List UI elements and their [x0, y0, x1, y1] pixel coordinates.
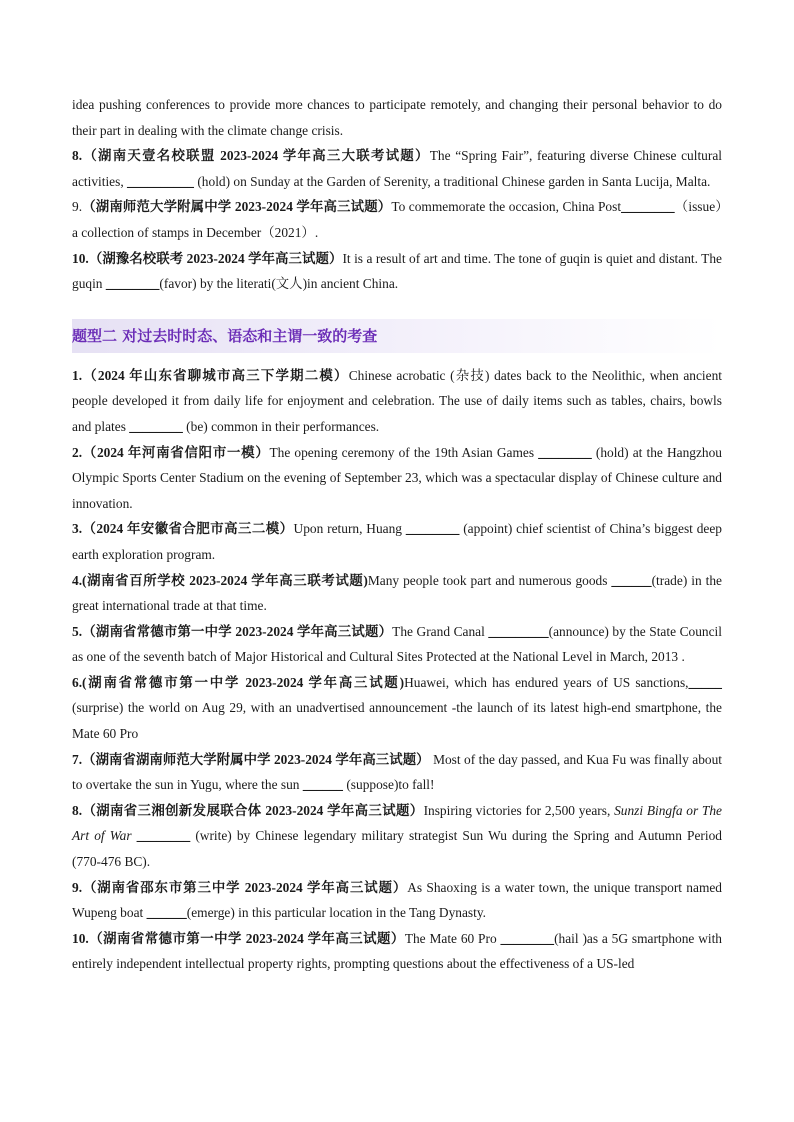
question-text-rest: (appoint) chief scientist of China’s biggest deep earth exploration program.: [72, 521, 722, 562]
document-page: [72, 92, 722, 977]
question-text: Many people took part and numerous goods: [367, 572, 612, 588]
question-item: [72, 875, 722, 926]
answer-blank[interactable]: ______: [146, 905, 187, 921]
question-source: （湖南省湖南师范大学附属中学 2023-2024 学年高三试题）: [82, 751, 430, 767]
question-text-rest: (hold) on Sunday at the Garden of Serenity, a traditional Chinese garden in Santa Lucija, Malta.: [194, 173, 711, 189]
question-source: （湖南天壹名校联盟 2023-2024 学年高三大联考试题）: [82, 148, 430, 164]
question-number: 6.: [72, 674, 83, 690]
question-item: [72, 516, 722, 567]
question-italic-title: Sunzi Bingfa or The Art of War: [72, 802, 722, 844]
question-number: 3.: [72, 521, 83, 537]
question-number: 7.: [72, 751, 83, 767]
answer-blank[interactable]: _____: [688, 674, 722, 690]
question-item: [72, 926, 722, 977]
question-text: The “Spring Fair”, featuring diverse Chinese cultural activities,: [72, 148, 722, 189]
question-source: （2024 年山东省聊城市高三下学期二模）: [82, 367, 349, 383]
question-text: The Grand Canal: [392, 623, 489, 639]
question-text: As Shaoxing is a water town, the unique transport named Wupeng boat: [72, 879, 722, 921]
question-text: To commemorate the occasion, China Post: [391, 199, 622, 215]
question-number: 8.: [72, 802, 83, 818]
question-text-rest: (favor) by the literati(文人)in ancient China.: [159, 276, 399, 292]
question-number: 9.: [72, 879, 83, 895]
question-item: [72, 747, 722, 798]
answer-blank[interactable]: ________: [405, 521, 460, 537]
question-item: [72, 798, 722, 875]
question-source: （湖南省常德市第一中学 2023-2024 学年高三试题）: [82, 623, 393, 639]
question-text: Inspiring victories for 2,500 years,: [423, 802, 615, 818]
paragraph-continued: idea pushing conferences to provide more chances to participate remotely, and changing their personal behavior to do their part in dealing with the climate change crisis.: [72, 97, 722, 138]
question-item: [72, 440, 722, 517]
question-number: 1.: [72, 367, 83, 383]
answer-blank[interactable]: ________: [538, 444, 592, 460]
answer-blank[interactable]: _________: [488, 623, 549, 639]
question-number: 8.: [72, 148, 83, 164]
question-item: [72, 363, 722, 440]
question-text: Most of the day passed, and Kua Fu was finally about to overtake the sun in Yugu, where the sun: [72, 751, 722, 793]
answer-blank[interactable]: ______: [302, 777, 343, 793]
question-top-8: [72, 143, 722, 194]
question-source: （湖南省常德市第一中学 2023-2024 学年高三试题）: [88, 930, 405, 946]
answer-blank[interactable]: ________: [136, 828, 191, 844]
question-source: （2024 年河南省信阳市一模）: [82, 444, 270, 460]
question-list: [72, 363, 722, 977]
section-title: 题型二 对过去时时态、语态和主谓一致的考查: [72, 326, 378, 345]
question-text: Chinese acrobatic (杂技) dates back to the Neolithic, when ancient people developed it from daily life for enjoyment and celebration. The use of daily items such as tables, chairs, bowls and plates: [72, 367, 722, 434]
question-text: The Mate 60 Pro: [404, 930, 501, 946]
answer-blank[interactable]: ________: [129, 418, 183, 434]
question-number: 5.: [72, 623, 83, 639]
answer-blank[interactable]: __________: [127, 173, 194, 189]
answer-blank[interactable]: ______: [611, 572, 652, 588]
answer-blank[interactable]: ________: [105, 276, 160, 292]
question-item: [72, 568, 722, 619]
question-source: （湖豫名校联考 2023-2024 学年高三试题）: [88, 250, 343, 266]
question-text-rest: (write) by Chinese legendary military strategist Sun Wu during the Spring and Autumn Period (770-476 BC).: [72, 828, 722, 870]
question-text: Upon return, Huang: [293, 521, 406, 537]
question-top-9: [72, 194, 722, 245]
question-text: Huawei, which has endured years of US sanctions,: [404, 674, 689, 690]
question-text-rest: （issue）a collection of stamps in December（2021）.: [72, 199, 722, 240]
question-text-rest: (hold) at the Hangzhou Olympic Sports Center Stadium on the evening of September 23, which was a spectacular display of Chinese culture and innovation.: [72, 444, 722, 511]
question-source: (湖南省百所学校 2023-2024 学年高三联考试题): [82, 572, 368, 588]
question-text: The opening ceremony of the 19th Asian Games: [269, 444, 539, 460]
question-source: （2024 年安徽省合肥市高三二模）: [82, 521, 294, 537]
question-number: 9.: [72, 199, 83, 215]
question-source: （湖南省邵东市第三中学 2023-2024 学年高三试题）: [82, 879, 408, 895]
question-number: 10.: [72, 930, 89, 946]
question-text-rest: (trade) in the great international trade at that time.: [72, 572, 723, 614]
question-source: （湖南师范大学附属中学 2023-2024 学年高三试题）: [82, 199, 392, 215]
question-top-10: [72, 246, 722, 297]
question-number: 4.: [72, 572, 83, 588]
question-item: [72, 670, 722, 747]
question-text: It is a result of art and time. The tone of guqin is quiet and distant. The guqin: [72, 250, 722, 292]
section-heading: [72, 319, 722, 353]
question-text-rest: (surprise) the world on Aug 29, with an unadvertised announcement -the launch of its latest high-end smartphone, the Mate 60 Pro: [72, 700, 722, 742]
question-text-rest: (hail )as a 5G smartphone with entirely independent intellectual property rights, prompting questions about the effectiveness of a US-led: [72, 930, 722, 972]
question-text-rest: (suppose)to fall!: [342, 777, 435, 793]
answer-blank[interactable]: ________: [500, 930, 555, 946]
question-text-rest: (be) common in their performances.: [182, 418, 380, 434]
question-number: 10.: [72, 250, 89, 266]
question-source: (湖南省常德市第一中学 2023-2024 学年高三试题): [82, 674, 405, 690]
question-text-rest: (announce) by the State Council as one of the seventh batch of Major Historical and Cultural Sites Protected at the National Level in March, 2013 .: [72, 623, 722, 665]
question-text-rest: (emerge) in this particular location in the Tang Dynasty.: [186, 905, 487, 921]
question-item: [72, 619, 722, 670]
question-number: 2.: [72, 444, 83, 460]
question-source: （湖南省三湘创新发展联合体 2023-2024 学年高三试题）: [82, 802, 424, 818]
answer-blank[interactable]: ________: [621, 199, 675, 215]
